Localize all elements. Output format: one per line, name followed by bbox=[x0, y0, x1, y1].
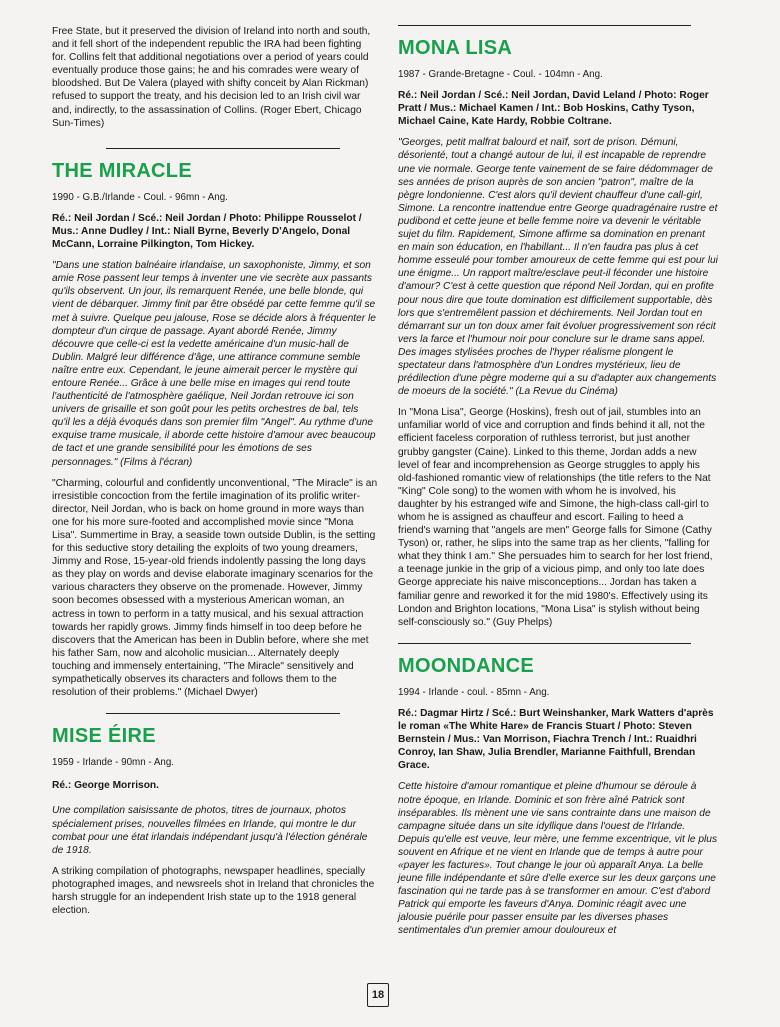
page-number: 18 bbox=[367, 983, 389, 1007]
section-title-mona-lisa: MONA LISA bbox=[398, 37, 513, 59]
french-synopsis: "Dans une station balnéaire irlandaise, un saxophoniste, Jimmy, et son amie Rose passent leur temps à inventer une vie secrète aux passants qu'ils observent. Un jour, ils remarquent Renée, une belle blonde, qui vient de débarquer. Jimmy finit par être obsédé par cette femme qu'il se met à suivre. Quelque peu jalouse, Rose se décide alors à fréquenter le dompteur d'un cirque de passage. Ayant abordé Renée, Jimmy découvre que celle-ci est la vedette américaine d'un music-hall de Dublin. Malgré leur différence d'âge, une attirance commune semble naître entre eux. Cependant, le jeune aimerait percer le mystère qui entoure Renée... Grâce à une belle mise en images qui rend toute l'authenticité de l'atmosphère gaélique, Neil Jordan retrouve ici son univers de grisaille et son goût pour les petits orchestres de bal, tels qu'il les a déjà évoqués dans son premier film "Angel". Au rythme d'une exquise trame musicale, il aborde cette histoire d'amour avec beaucoup de tact et une grande sensibilité pour les émotions de ses personnages." (Films à l'écran) bbox=[52, 260, 376, 468]
section-title-mise-eire: MISE ÉIRE bbox=[52, 725, 156, 748]
film-meta: 1990 - G.B./Irlande - Coul. - 96mn - Ang. bbox=[52, 191, 228, 203]
left-column bbox=[52, 0, 378, 917]
english-review: "Charming, colourful and confidently unconventional, "The Miracle" is an irresistible concoction from the fertile imagination of its prolific writer-director, Neil Jordan, who is back on home ground in more ways than one for his more sure-footed and accomplished movie since "Mona Lisa". Summertime in Bray, a seaside town outside Dublin, is the setting for this seductive story detailing the exploits of two young dreamers, Jimmy and Rose, 15-year-old friends indolently passing the long days as they play on words and devise elaborate imaginary scenarios for the various characters they observe on the promenade. However, Jimmy soon becomes obsessed with a mysterious American woman, an actress in town to perform in a tatty musical, and his sexual attraction towards her rapidly grows. Jimmy finds himself in too deep before he discovers that the American has been in Dublin before, where she met his father Sam, now and alcoholic musician... Alternately deeply touching and immensely entertaining, "The Miracle" sensitively and sympathetically observes its characters and follows them to the resolution of their problems." (Michael Dwyer) bbox=[52, 477, 378, 699]
film-credits: Ré.: George Morrison. bbox=[52, 780, 159, 792]
english-review: A striking compilation of photographs, newspaper headlines, specially photographed images, and newsreels shot in Ireland that chronicles the harsh struggle for an independent Irish state up to the 1918 general election. bbox=[52, 865, 375, 917]
french-synopsis: "Georges, petit malfrat balourd et naïf, sort de prison. Démuni, désorienté, tout a changé autour de lui, il est incapable de reprendre une vie normale. George tente vainement de se faire dédommager de ses années de prison auprès de son ancien "patron", maître de la pègre londonienne. C'est alors qu'il devient chauffeur d'une call-girl, Simone. La rencontre inattendue entre George quadragénaire rustre et pudibond et cette jeune et belle femme noire va devenir le véritable sujet du film. Rapidement, Simone affirme sa domination en prenant en main son éducation, en l'habillant... Il n'en faudra pas plus à cet homme esseulé pour tomber amoureux de cette femme qui est pour lui une énigme... Un rapport maître/esclave peut-il féconder une histoire d'amour? C'est à cette question que répond Neil Jordan, qui en profite pour nous dire que toute domination est difficilement supportable, dès lors que s'entremêlent passion et déchirements. Neil Jordan tout en démarrant sur un ton doux amer fait évoluer progressivement son récit vers la farce et l'humour noir pour conclure sur le drame sans appel. Des images stylisées proches de l'hyper réalisme plongent le spectateur dans l'atmosphère d'un Londres mystérieux, lieu de prédilection d'une pègre moderne qui a su d'adapter aux changements de moeurs de la société." (La Revue du Cinéma) bbox=[398, 137, 718, 398]
section-title-the-miracle: THE MIRACLE bbox=[52, 159, 192, 182]
film-meta: 1959 - Irlande - 90mn - Ang. bbox=[52, 757, 174, 769]
film-meta: 1994 - Irlande - coul. - 85mn - Ang. bbox=[398, 686, 550, 698]
section-divider bbox=[106, 713, 340, 714]
right-column bbox=[398, 0, 718, 938]
section-divider bbox=[398, 25, 691, 26]
film-credits: Ré.: Neil Jordan / Scé.: Neil Jordan / Photo: Philippe Rousselot / Mus.: Anne Dudley / Int.: Niall Byrne, Beverly D'Angelo, Donal McCann, Lorraine Pilkington, Tom Hickey. bbox=[52, 212, 362, 251]
french-synopsis: Cette histoire d'amour romantique et pleine d'humour se déroule à notre époque, en Irlande. Dominic et son frère aîné Patrick sont inséparables. Ils mènent une vie sans contrainte dans une maison de campagne située dans un site idyllique dans l'ouest de l'Irlande. Depuis qu'elle est veuve, leur mère, une femme excentrique, vit le plus souvent en Afrique et ne vient en Irlande que de temps à autre pour «payer les factures». Tout change le jour où apparaît Anya. La belle jeune fille indépendante et sûre d'elle exerce sur les deux garçons une fascination qui ne tarde pas à se transformer en amour. C'est d'abord Patrick qui emporte les faveurs d'Anya. Dominic réagit avec une jalousie puérile pour passer ensuite par les diverses phases sentimentales d'un premier amour douloureux et bbox=[398, 781, 718, 937]
section-divider bbox=[106, 148, 340, 149]
film-credits: Ré.: Dagmar Hirtz / Scé.: Burt Weinshanker, Mark Watters d'après le roman «The White Hare» de Francis Stuart / Photo: Steven Bernstein / Mus.: Van Morrison, Fiachra Trench / Int.: Ruaidhri Conroy, Ian Shaw, Julia Brendler, Marianne Faithfull, Brendan Grace. bbox=[398, 707, 714, 772]
film-credits: Ré.: Neil Jordan / Scé.: Neil Jordan, David Leland / Photo: Roger Pratt / Mus.: Michael Kamen / Int.: Bob Hoskins, Cathy Tyson, Michael Caine, Kate Hardy, Robbie Coltrane. bbox=[398, 90, 709, 128]
section-title-moondance: MOONDANCE bbox=[398, 654, 535, 677]
french-synopsis: Une compilation saisissante de photos, titres de journaux, photos spécialement prises, nouvelles filmées en Irlande, qui montre le dur combat pour une état irlandais indépendant jusqu'à l'élection générale de 1918. bbox=[52, 805, 368, 856]
english-review: In "Mona Lisa", George (Hoskins), fresh out of jail, stumbles into an unfamiliar world of vice and corruption and finds behind it all, not the efficient faceless corporation of ruthless terrorist, but just another grubby gangster (Caine). Linked to this theme, Jordan adds a new level of fear and incomprehension as George struggles to apply his old-fashioned romantic view of relationships (the title refers to the Nat "King" Cole song) to the women with whom he is involved, his daughter by his estranged wife and Simone, the high-class call-girl to whom he is assigned as chauffeur and escort. Failing to heed a friend's warning that "angels are men" George falls for Simone (Cathy Tyson) or, rather, he slips into the same trap as her clients, "falling for what they think I am." She persuades him to search for her lost friend, a teenage junkie in the grip of a vicious pimp, and only too late does George appreciate his naive misconceptions... Jordan has taken a familiar genre and reworked it for the mid 1980's. Effectively using its London and Brighton locations, "Mona Lisa" is stylish without being self-consciously so." (Guy Phelps) bbox=[398, 407, 713, 628]
section-divider bbox=[398, 643, 691, 644]
film-meta: 1987 - Grande-Bretagne - Coul. - 104mn - Ang. bbox=[398, 69, 603, 80]
collins-review-continuation: Free State, but it preserved the division of Ireland into north and south, and it fell short of the independent republic the IRA had been fighting for. Collins felt that additional negotiations over a period of years could eventually produce those gains; he and his comrades were weary of bloodshed. But De Valera (played with shifty conceit by Alan Rickman) refused to support the treaty, and his decision led to an Irish civil war and, indirectly, to the assassination of Collins. (Roger Ebert, Chicago Sun-Times) bbox=[52, 26, 371, 129]
